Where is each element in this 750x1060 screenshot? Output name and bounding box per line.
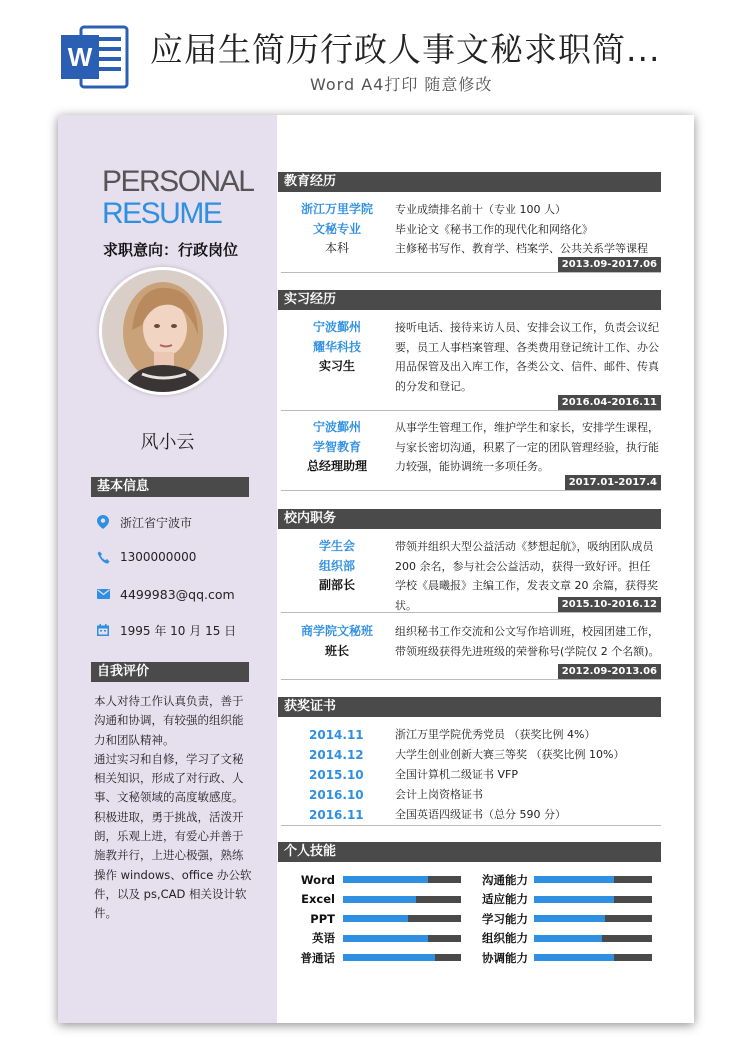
award-item bbox=[277, 725, 661, 745]
skill-row bbox=[482, 890, 652, 909]
document-subtitle: Word A4打印 随意修改 bbox=[310, 75, 493, 94]
document-title: 应届生简历行政人事文秘求职简... bbox=[150, 30, 661, 69]
skill-row bbox=[291, 909, 461, 928]
school-name: 浙江万里学院 bbox=[300, 202, 373, 216]
info-birthday bbox=[96, 620, 236, 640]
skill-row bbox=[482, 929, 652, 948]
skill-row bbox=[291, 929, 461, 948]
location-text: 浙江省宁波市 bbox=[120, 515, 193, 530]
award-year: 2016.11 bbox=[309, 808, 364, 822]
internship-heading: 实习经历 bbox=[278, 290, 661, 310]
svg-text:W: W bbox=[67, 42, 93, 72]
skill-bar bbox=[534, 876, 652, 883]
campus-2-desc: 组织秘书工作交流和公文写作培训班，校园团建工作，带领班级获得先进班级的荣誉称号(学院仅 2 个名额)。 bbox=[395, 625, 660, 658]
divider bbox=[281, 612, 661, 613]
award-year: 2016.10 bbox=[309, 788, 364, 802]
skill-fill bbox=[343, 954, 435, 961]
skills-heading: 个人技能 bbox=[278, 842, 661, 862]
skill-bar bbox=[343, 954, 461, 961]
skill-fill bbox=[343, 915, 408, 922]
skill-row bbox=[291, 890, 461, 909]
skill-fill bbox=[534, 896, 614, 903]
skill-row bbox=[291, 870, 461, 889]
campus-org: 组织部 bbox=[318, 558, 355, 573]
internship-2-left bbox=[281, 418, 393, 477]
divider bbox=[281, 490, 661, 491]
major-name: 文秘专业 bbox=[312, 221, 361, 236]
skill-label: Word bbox=[300, 872, 335, 887]
campus-heading: 校内职务 bbox=[278, 509, 661, 529]
internship-1-date: 2016.04-2016.11 bbox=[558, 395, 661, 410]
main-column bbox=[277, 115, 694, 1023]
award-year: 2014.11 bbox=[309, 728, 364, 742]
info-email bbox=[96, 584, 235, 604]
skill-bar bbox=[343, 935, 461, 942]
campus-1-date: 2015.10-2016.12 bbox=[558, 597, 661, 612]
internship-org: 宁波鄞州 bbox=[312, 320, 361, 334]
award-year: 2014.12 bbox=[309, 748, 364, 762]
campus-2-left bbox=[281, 622, 393, 661]
divider bbox=[281, 679, 661, 680]
campus-2-date: 2012.09-2013.06 bbox=[558, 664, 661, 679]
info-location bbox=[96, 512, 192, 532]
education-left bbox=[281, 200, 393, 259]
skill-label: PPT bbox=[310, 911, 335, 926]
campus-role: 副部长 bbox=[318, 578, 355, 592]
divider bbox=[281, 825, 661, 826]
skill-label: 协调能力 bbox=[482, 950, 528, 965]
phone-text: 1300000000 bbox=[120, 550, 197, 564]
resume-heading: RESUME bbox=[102, 197, 222, 230]
internship-1-left bbox=[281, 318, 393, 377]
skill-bar bbox=[343, 896, 461, 903]
divider bbox=[281, 272, 661, 273]
degree: 本科 bbox=[324, 241, 349, 255]
skill-row bbox=[482, 948, 652, 967]
skill-label: 适应能力 bbox=[482, 892, 528, 906]
info-phone bbox=[96, 547, 196, 567]
profile-photo bbox=[99, 267, 227, 395]
skill-label: 普通话 bbox=[300, 950, 335, 965]
skill-row bbox=[482, 870, 652, 889]
skill-bar bbox=[534, 915, 652, 922]
internship-2-desc: 从事学生管理工作，维护学生和家长，安排学生课程，与家长密切沟通，积累了一定的团队管理经验，执行能力较强，能协调统一多项任务。 bbox=[395, 421, 659, 473]
skill-bar bbox=[343, 915, 461, 922]
education-line: 毕业论文《秘书工作的现代化和网络化》 bbox=[395, 222, 593, 236]
skill-label: 组织能力 bbox=[482, 931, 528, 945]
skill-bar bbox=[534, 896, 652, 903]
basic-info-heading: 基本信息 bbox=[91, 477, 249, 497]
self-evaluation bbox=[94, 692, 252, 924]
skill-row bbox=[482, 909, 652, 928]
internship-org: 学智教育 bbox=[312, 439, 361, 454]
award-item bbox=[277, 785, 661, 805]
internship-2-date: 2017.01-2017.4 bbox=[565, 475, 661, 490]
internship-1-desc: 接听电话、接待来访人员、安排会议工作，负责会议纪要，员工人事档案管理、各类费用登记统计工作、办公用品保管及出入库工作，各类公文、信件、邮件、传真的分发和登记。 bbox=[395, 321, 659, 393]
skill-label: 沟通能力 bbox=[482, 872, 528, 887]
phone-icon bbox=[96, 550, 110, 564]
sidebar bbox=[58, 115, 277, 1023]
awards-heading: 获奖证书 bbox=[278, 697, 661, 717]
education-details bbox=[395, 200, 660, 259]
internship-org: 耀华科技 bbox=[312, 339, 361, 354]
campus-1-left bbox=[281, 537, 393, 596]
skill-bar bbox=[343, 876, 461, 883]
internship-org: 宁波鄞州 bbox=[312, 420, 361, 434]
birthday-text: 1995 年 10 月 15 日 bbox=[120, 623, 237, 638]
skill-fill bbox=[534, 954, 614, 961]
campus-role: 班长 bbox=[324, 643, 349, 658]
skill-label: Excel bbox=[301, 892, 335, 906]
award-text: 浙江万里学院优秀党员 （获奖比例 4%） bbox=[395, 728, 596, 741]
self-eval-paragraph: 本人对待工作认真负责，善于沟通和协调，有较强的组织能力和团队精神。 bbox=[94, 694, 244, 747]
education-line: 主修秘书写作、教育学、档案学、公共关系学等课程 bbox=[395, 242, 648, 255]
skill-bar bbox=[534, 935, 652, 942]
education-line: 专业成绩排名前十（专业 100 人） bbox=[395, 203, 566, 216]
resume-page bbox=[58, 115, 694, 1023]
email-icon bbox=[96, 587, 110, 601]
award-item bbox=[277, 765, 661, 785]
candidate-name: 风小云 bbox=[140, 432, 195, 453]
internship-role: 实习生 bbox=[318, 359, 355, 373]
award-text: 大学生创业创新大赛三等奖 （获奖比例 10%） bbox=[395, 748, 625, 761]
award-text: 全国计算机二级证书 VFP bbox=[395, 768, 518, 781]
skill-row bbox=[291, 948, 461, 967]
skill-fill bbox=[343, 935, 428, 942]
word-document-icon bbox=[59, 21, 131, 93]
award-text: 全国英语四级证书（总分 590 分） bbox=[395, 808, 566, 821]
campus-1-desc: 带领并组织大型公益活动《梦想起航》，吸纳团队成员 200 余名，参与社会公益活动，获得一致好评。担任学校《晨曦报》主编工作，发表文章 20 余篇，获得奖状。 bbox=[395, 540, 658, 612]
self-eval-heading: 自我评价 bbox=[91, 662, 249, 682]
internship-role: 总经理助理 bbox=[306, 459, 367, 473]
skill-fill bbox=[343, 876, 428, 883]
award-year: 2015.10 bbox=[309, 768, 364, 782]
award-text: 会计上岗资格证书 bbox=[395, 788, 483, 801]
campus-org: 商学院文秘班 bbox=[300, 624, 373, 638]
email-text: 4499983@qq.com bbox=[120, 586, 235, 602]
skill-fill bbox=[534, 876, 614, 883]
top-header bbox=[0, 0, 750, 108]
education-date: 2013.09-2017.06 bbox=[558, 257, 661, 272]
education-heading: 教育经历 bbox=[278, 172, 661, 192]
personal-heading: PERSONAL bbox=[102, 165, 254, 198]
skill-bar bbox=[534, 954, 652, 961]
job-objective: 求职意向：行政岗位 bbox=[103, 241, 239, 259]
self-eval-paragraph: 通过实习和自修，学习了文秘相关知识，形成了对行政、人事、文秘领域的高度敏感度。积极进取，勇于挑战，活泼开朗，乐观上进，有爱心并善于施教并行，上进心极强，熟练操作 windows、office 办公软件，以及 ps,CAD 相关设计软件。 bbox=[94, 751, 252, 921]
award-item bbox=[277, 745, 661, 765]
award-item bbox=[277, 805, 661, 825]
skill-fill bbox=[343, 896, 416, 903]
skill-fill bbox=[534, 915, 605, 922]
skill-label: 英语 bbox=[312, 931, 335, 945]
campus-org: 学生会 bbox=[318, 539, 355, 553]
calendar-icon bbox=[96, 623, 110, 637]
divider bbox=[281, 410, 661, 411]
skill-label: 学习能力 bbox=[482, 911, 528, 926]
skill-fill bbox=[534, 935, 602, 942]
location-pin-icon bbox=[96, 515, 110, 529]
